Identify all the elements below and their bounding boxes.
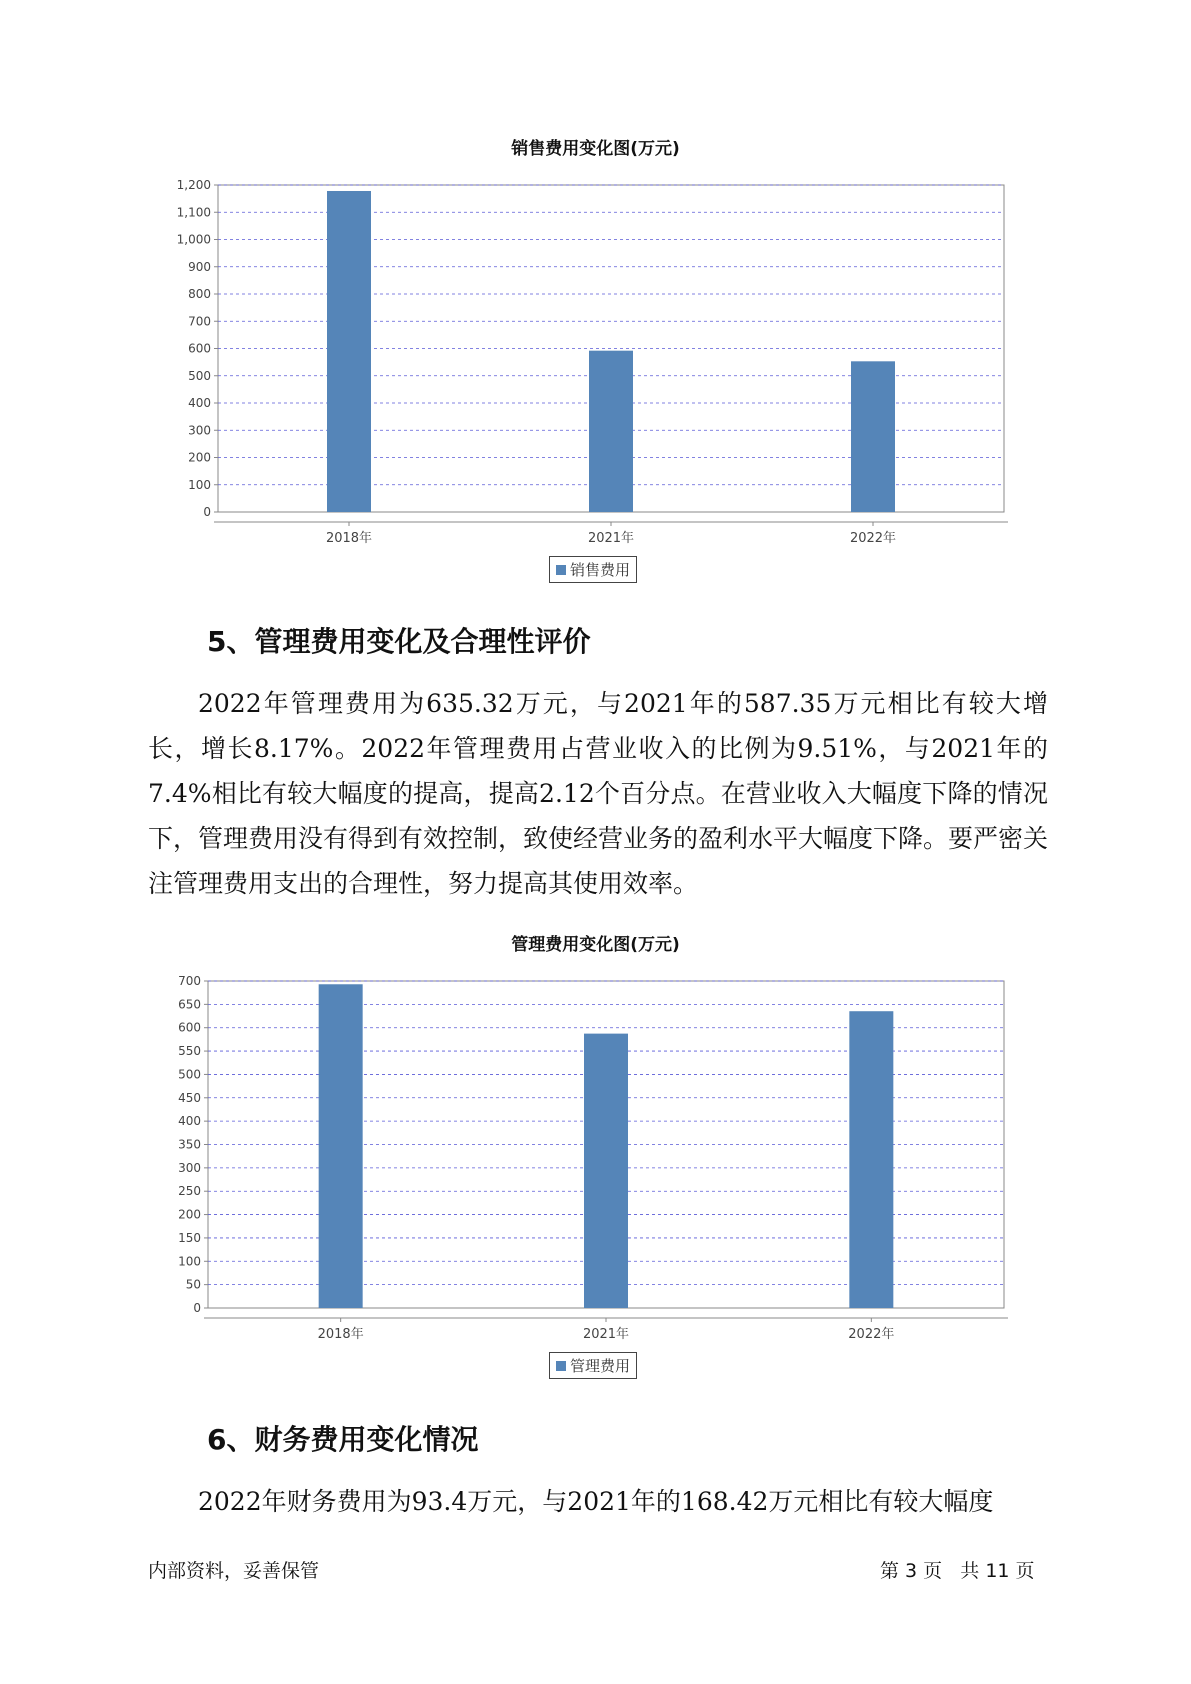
y-tick-label: 50 bbox=[185, 1277, 201, 1292]
y-tick-label: 600 bbox=[188, 341, 211, 356]
y-tick-label: 250 bbox=[178, 1184, 201, 1199]
y-tick-label: 800 bbox=[188, 287, 211, 301]
x-tick-label: 2018年 bbox=[317, 1327, 364, 1342]
section-6-paragraph bbox=[148, 1479, 1048, 1524]
y-tick-label: 0 bbox=[193, 1301, 201, 1315]
section-5-heading: 5、管理费用变化及合理性评价 bbox=[207, 625, 591, 658]
y-tick-label: 150 bbox=[178, 1230, 201, 1245]
admin-expense-chart-title: 管理费用变化图(万元) bbox=[511, 935, 680, 955]
y-tick-label: 500 bbox=[188, 368, 211, 383]
legend-swatch bbox=[556, 565, 566, 575]
section-5-paragraph bbox=[148, 681, 1048, 906]
sales-expense-chart-title: 销售费用变化图(万元) bbox=[511, 139, 680, 159]
bar-2022年 bbox=[849, 1011, 893, 1308]
section-6-text: 2022年财务费用为93.4万元，与2021年的168.42万元相比有较大幅度 bbox=[198, 1487, 994, 1516]
sales-expense-legend bbox=[549, 556, 637, 583]
y-tick-label: 350 bbox=[178, 1137, 201, 1152]
y-tick-label: 450 bbox=[178, 1090, 201, 1105]
bar-2021年 bbox=[584, 1034, 628, 1308]
y-tick-label: 400 bbox=[178, 1114, 201, 1129]
bar-2018年 bbox=[319, 984, 363, 1308]
y-tick-label: 300 bbox=[188, 423, 211, 438]
y-tick-label: 100 bbox=[178, 1254, 201, 1269]
y-tick-label: 600 bbox=[178, 1020, 201, 1035]
footer-page-number: 第 3 页 共 11 页 bbox=[880, 1560, 1035, 1582]
bar-2022年 bbox=[851, 361, 895, 512]
x-tick-label: 2021年 bbox=[582, 1327, 630, 1342]
y-tick-label: 550 bbox=[178, 1044, 201, 1059]
legend-swatch bbox=[556, 1361, 566, 1371]
x-tick-label: 2018年 bbox=[325, 531, 373, 546]
legend-label: 管理费用 bbox=[570, 1357, 631, 1375]
footer-confidential-note: 内部资料，妥善保管 bbox=[148, 1560, 320, 1582]
y-tick-label: 500 bbox=[178, 1067, 201, 1082]
section-6-heading: 6、财务费用变化情况 bbox=[207, 1423, 479, 1456]
y-tick-label: 650 bbox=[178, 997, 201, 1012]
section-5-text: 2022年管理费用为635.32万元，与2021年的587.35万元相比有较大增长，增长8.17%。2022年管理费用占营业收入的比例为9.51%，与2021年的7.4%相比有较大幅度的提高，提高2.12个百分点。在营业收入大幅度下降的情况下，管理费用没有得到有效控制，致使经营业务的盈利水平大幅度下降。要严密关注管理费用支出的合理性，努力提高其使用效率。 bbox=[148, 689, 1049, 898]
y-tick-label: 1,100 bbox=[176, 205, 211, 220]
admin-expense-legend bbox=[549, 1352, 637, 1379]
bar-2021年 bbox=[589, 351, 633, 512]
y-tick-label: 100 bbox=[188, 477, 211, 492]
y-tick-label: 700 bbox=[188, 314, 211, 329]
y-tick-label: 0 bbox=[203, 505, 211, 519]
bar-2018年 bbox=[327, 191, 371, 512]
admin-expense-chart bbox=[0, 966, 1191, 1346]
x-tick-label: 2022年 bbox=[849, 531, 897, 546]
y-tick-label: 1,200 bbox=[176, 178, 211, 192]
y-tick-label: 700 bbox=[178, 974, 201, 988]
y-tick-label: 300 bbox=[178, 1160, 201, 1175]
y-tick-label: 200 bbox=[178, 1207, 201, 1222]
x-tick-label: 2021年 bbox=[587, 531, 635, 546]
y-tick-label: 200 bbox=[188, 450, 211, 465]
y-tick-label: 400 bbox=[188, 396, 211, 410]
y-tick-label: 900 bbox=[188, 259, 211, 274]
x-tick-label: 2022年 bbox=[848, 1327, 895, 1342]
y-tick-label: 1,000 bbox=[176, 232, 211, 247]
legend-label: 销售费用 bbox=[570, 561, 631, 579]
sales-expense-chart bbox=[0, 170, 1191, 550]
